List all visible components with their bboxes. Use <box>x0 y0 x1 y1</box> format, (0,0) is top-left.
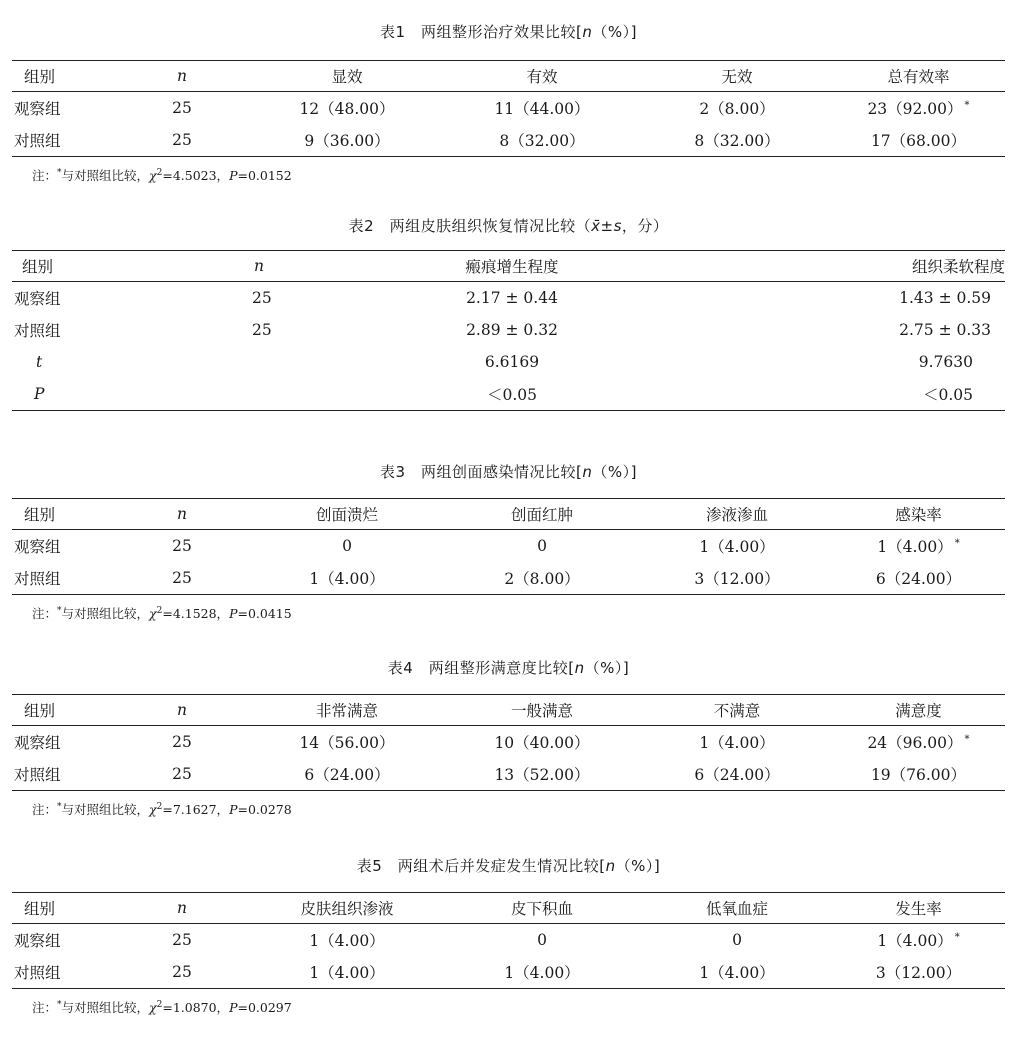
table1 <box>12 60 1005 157</box>
note-chi: χ <box>149 606 157 622</box>
table2-r2-c3: 9.7630 <box>918 353 973 371</box>
table4-header-satisfied: 一般满意 <box>510 702 573 720</box>
table4-caption-prefix: 表4 两组整形满意度比较[ <box>387 659 575 677</box>
table2-r1-c1: 25 <box>252 321 272 339</box>
table1-header-ineffective: 无效 <box>721 68 753 86</box>
table5-r0-c5-value: 1（4.00） <box>877 932 953 950</box>
table1-r0-c4: 2（8.00） <box>699 100 775 118</box>
note-stat: =1.0870， <box>162 1000 230 1016</box>
table5-r0-c1: 25 <box>172 931 192 949</box>
table4-r0-c0: 观察组 <box>14 734 61 752</box>
table4-r0-c1: 25 <box>172 733 192 751</box>
table-row <box>12 758 1005 791</box>
table-row <box>12 530 1005 563</box>
table1-caption-prefix: 表1 两组整形治疗效果比较[ <box>379 23 583 41</box>
note-chi-sup: 2 <box>156 1000 163 1010</box>
table5-caption-suffix: （%）] <box>615 857 661 875</box>
note-text: 与对照组比较， <box>61 606 150 622</box>
table-row <box>12 124 1005 157</box>
table1-caption <box>12 18 1005 46</box>
table5-header-row <box>12 893 1005 924</box>
note-pval: =0.0415 <box>237 606 292 622</box>
note-lead: 注： <box>32 168 58 184</box>
note-p: P <box>229 802 238 818</box>
table3-r0-c0: 观察组 <box>14 538 61 556</box>
table2-r1-c3: 2.75 ± 0.33 <box>899 321 991 339</box>
table4-header-n: n <box>177 701 187 719</box>
table2-block <box>12 212 1005 411</box>
table3-r0-c5 <box>832 530 1005 563</box>
table2-header-scar: 瘢痕增生程度 <box>465 258 559 276</box>
table5-r0-c2: 1（4.00） <box>309 932 385 950</box>
significance-star: * <box>954 538 960 549</box>
table3-header-n: n <box>177 505 187 523</box>
significance-star: * <box>964 734 970 745</box>
table1-caption-suffix: （%）] <box>592 23 638 41</box>
table5-r1-c5: 3（12.00） <box>875 964 962 982</box>
table5-r1-c0: 对照组 <box>14 964 61 982</box>
table1-header-effective: 有效 <box>526 68 558 86</box>
table3-r1-c0: 对照组 <box>14 570 61 588</box>
table1-header-group: 组别 <box>24 68 56 86</box>
table2-caption-suffix: ，分） <box>621 217 669 235</box>
note-chi: χ <box>149 168 157 184</box>
table4-header-group: 组别 <box>24 702 56 720</box>
table3-block <box>12 458 1005 622</box>
note-star: * <box>57 168 62 178</box>
table1-header-marked: 显效 <box>331 68 363 86</box>
table2-r2-c0: t <box>36 353 43 371</box>
note-text: 与对照组比较， <box>61 1000 150 1016</box>
table2-r2-c1 <box>102 346 252 378</box>
table1-r0-c0: 观察组 <box>14 100 61 118</box>
note-stat: =4.1528， <box>162 606 230 622</box>
table3-header-infection-rate: 感染率 <box>895 506 942 524</box>
table2 <box>12 250 1005 411</box>
note-lead: 注： <box>32 606 58 622</box>
table4-r1-c3: 13（52.00） <box>494 766 590 784</box>
table2-r3-c3: ＜0.05 <box>922 386 973 404</box>
table2-r0-c2: 2.17 ± 0.44 <box>466 289 558 307</box>
table3-r1-c5: 6（24.00） <box>875 570 962 588</box>
table2-r2-c2: 6.6169 <box>484 353 540 371</box>
table1-r0-c5 <box>832 92 1005 125</box>
table4-r1-c4: 6（24.00） <box>694 766 780 784</box>
table5-header-exudation: 皮肤组织渗液 <box>300 900 394 918</box>
table3-header-ulcer: 创面溃烂 <box>315 506 378 524</box>
table5-r0-c5 <box>832 924 1005 957</box>
table3-header-row <box>12 499 1005 530</box>
note-lead: 注： <box>32 1000 58 1016</box>
table5-caption-n: n <box>605 857 616 875</box>
table3-note <box>12 603 1005 622</box>
table4-r0-c2: 14（56.00） <box>299 734 395 752</box>
note-chi-sup: 2 <box>156 802 163 812</box>
table5-header-hypoxemia: 低氧血症 <box>705 900 768 918</box>
table4-r1-c1: 25 <box>172 765 192 783</box>
table2-caption-mean: x̄±s <box>591 217 622 235</box>
note-star: * <box>57 1000 62 1010</box>
note-star: * <box>57 606 62 616</box>
table2-r3-c2: ＜0.05 <box>486 386 537 404</box>
significance-star: * <box>954 932 960 943</box>
note-pval: =0.0297 <box>237 1000 292 1016</box>
table1-r0-c2: 12（48.00） <box>299 100 395 118</box>
table4-r0-c3: 10（40.00） <box>494 734 590 752</box>
table2-r3-c1 <box>102 378 252 411</box>
table3-r1-c2: 1（4.00） <box>309 570 385 588</box>
table4-block <box>12 654 1005 818</box>
table4-header-very-satisfied: 非常满意 <box>315 702 378 720</box>
table3-header-group: 组别 <box>24 506 56 524</box>
table1-r1-c3: 8（32.00） <box>499 132 585 150</box>
table-row <box>12 956 1005 989</box>
table1-r0-c5-value: 23（92.00） <box>867 100 963 118</box>
table1-r1-c0: 对照组 <box>14 132 61 150</box>
table2-r0-c1: 25 <box>252 289 272 307</box>
note-chi-sup: 2 <box>156 168 163 178</box>
table1-r1-c4: 8（32.00） <box>694 132 780 150</box>
table1-header-total-rate: 总有效率 <box>887 68 950 86</box>
table3 <box>12 498 1005 595</box>
table1-header-n: n <box>177 67 187 85</box>
table1-header-row <box>12 61 1005 92</box>
note-text: 与对照组比较， <box>61 802 150 818</box>
table4-caption-n: n <box>574 659 585 677</box>
table5-header-group: 组别 <box>24 900 56 918</box>
table5-r1-c2: 1（4.00） <box>309 964 385 982</box>
table2-r0-c3: 1.43 ± 0.59 <box>899 289 991 307</box>
table4 <box>12 694 1005 791</box>
note-p: P <box>229 1000 238 1016</box>
table5-caption <box>12 852 1005 880</box>
table5-r1-c3: 1（4.00） <box>504 964 580 982</box>
table1-r0-c3: 11（44.00） <box>494 100 590 118</box>
note-lead: 注： <box>32 802 58 818</box>
table5-r1-c4: 1（4.00） <box>699 964 775 982</box>
table5-r0-c4: 0 <box>732 931 742 949</box>
table2-header-row <box>12 251 1005 282</box>
table-row <box>12 314 1005 346</box>
table4-r0-c4: 1（4.00） <box>699 734 775 752</box>
note-chi: χ <box>149 802 157 818</box>
table5-block <box>12 852 1005 1016</box>
table3-caption-suffix: （%）] <box>592 463 638 481</box>
table4-r0-c5 <box>832 726 1005 759</box>
table1-r1-c2: 9（36.00） <box>304 132 390 150</box>
table2-header-n: n <box>254 257 264 275</box>
significance-star: * <box>964 100 970 111</box>
table1-r0-c1: 25 <box>172 99 192 117</box>
table3-r0-c2: 0 <box>342 537 352 555</box>
table-row <box>12 282 1005 315</box>
note-pval: =0.0152 <box>237 168 292 184</box>
note-chi-sup: 2 <box>156 606 163 616</box>
table1-caption-n: n <box>582 23 593 41</box>
table1-block <box>12 18 1005 184</box>
table3-r1-c3: 2（8.00） <box>504 570 580 588</box>
table-row <box>12 346 1005 378</box>
table5-header-n: n <box>177 899 187 917</box>
table3-r0-c5-value: 1（4.00） <box>877 538 953 556</box>
table3-r0-c3: 0 <box>537 537 547 555</box>
table1-r1-c1: 25 <box>172 131 192 149</box>
note-stat: =4.5023， <box>162 168 230 184</box>
table4-caption-suffix: （%）] <box>584 659 630 677</box>
table3-r1-c1: 25 <box>172 569 192 587</box>
table3-r0-c1: 25 <box>172 537 192 555</box>
table2-r0-c0: 观察组 <box>14 290 61 308</box>
note-text: 与对照组比较， <box>61 168 150 184</box>
table3-header-exudate: 渗液渗血 <box>705 506 768 524</box>
table3-caption-n: n <box>582 463 593 481</box>
table4-header-satisfaction: 满意度 <box>895 702 942 720</box>
table2-r1-c0: 对照组 <box>14 322 61 340</box>
table4-r1-c0: 对照组 <box>14 766 61 784</box>
table2-caption <box>12 212 1005 240</box>
table5-header-hematoma: 皮下积血 <box>510 900 573 918</box>
table2-header-softness: 组织柔软程度 <box>911 258 1005 276</box>
table-row <box>12 92 1005 125</box>
table4-caption <box>12 654 1005 682</box>
note-pval: =0.0278 <box>237 802 292 818</box>
table5-caption-prefix: 表5 两组术后并发症发生情况比较[ <box>356 857 606 875</box>
table4-r1-c5: 19（76.00） <box>870 766 967 784</box>
table-row <box>12 562 1005 595</box>
table5-r1-c1: 25 <box>172 963 192 981</box>
note-stat: =7.1627， <box>162 802 230 818</box>
table-row <box>12 378 1005 411</box>
note-chi: χ <box>149 1000 157 1016</box>
note-p: P <box>229 168 238 184</box>
table4-note <box>12 799 1005 818</box>
table3-r0-c4: 1（4.00） <box>699 538 775 556</box>
table3-r1-c4: 3（12.00） <box>694 570 780 588</box>
table2-r1-c2: 2.89 ± 0.32 <box>466 321 558 339</box>
table2-header-group: 组别 <box>22 258 54 276</box>
table5-header-incidence: 发生率 <box>895 900 942 918</box>
table3-caption <box>12 458 1005 486</box>
table5 <box>12 892 1005 989</box>
table4-header-unsatisfied: 不满意 <box>713 702 761 720</box>
table4-r1-c2: 6（24.00） <box>304 766 390 784</box>
table5-note <box>12 997 1005 1016</box>
table5-r0-c0: 观察组 <box>14 932 61 950</box>
table1-note <box>12 165 1005 184</box>
table3-caption-prefix: 表3 两组创面感染情况比较[ <box>379 463 583 481</box>
table5-r0-c3: 0 <box>537 931 547 949</box>
table4-r0-c5-value: 24（96.00） <box>867 734 963 752</box>
table-row <box>12 726 1005 759</box>
table4-header-row <box>12 695 1005 726</box>
table2-r3-c0: P <box>34 385 45 403</box>
table1-r1-c5: 17（68.00） <box>870 132 967 150</box>
note-star: * <box>57 802 62 812</box>
table3-header-swelling: 创面红肿 <box>510 506 573 524</box>
table2-caption-prefix: 表2 两组皮肤组织恢复情况比较（ <box>348 217 592 235</box>
note-p: P <box>229 606 238 622</box>
table-row <box>12 924 1005 957</box>
